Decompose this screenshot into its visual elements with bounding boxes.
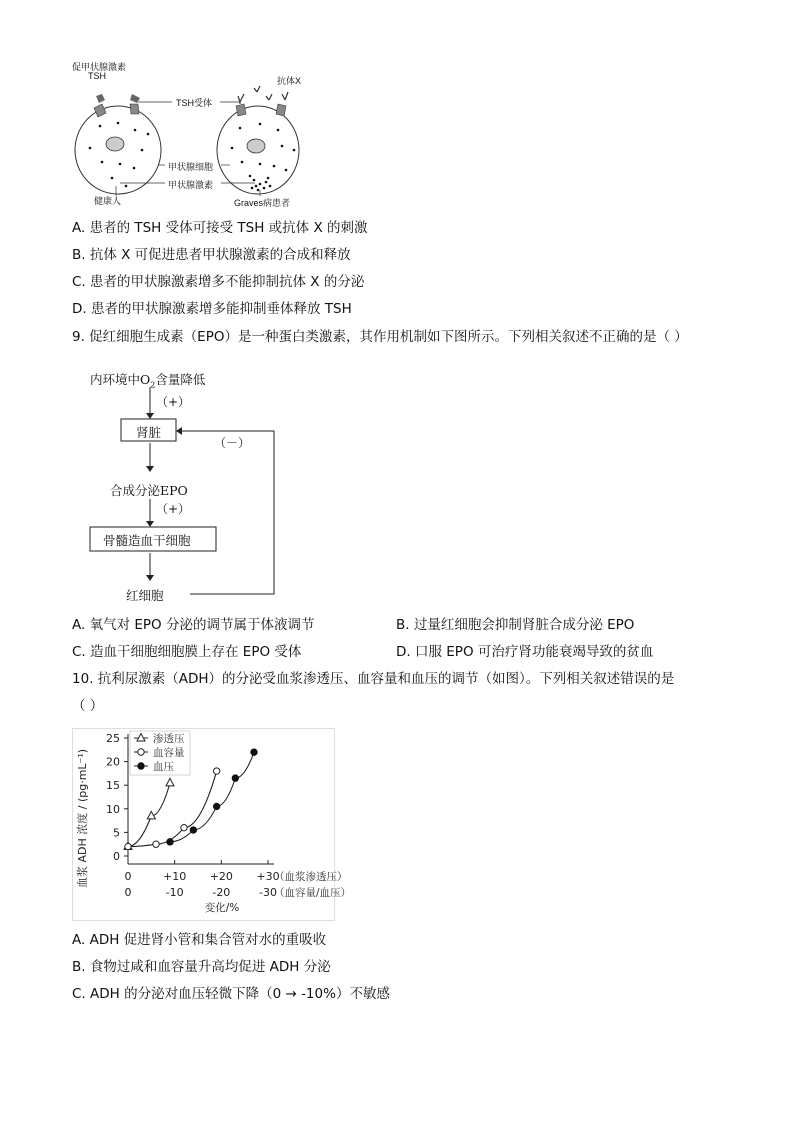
data-point-filled-circle xyxy=(213,803,219,809)
x-tick-label-top: 0 xyxy=(124,870,132,883)
x-tick-label-top: +30 xyxy=(256,870,280,883)
data-point-triangle xyxy=(166,778,174,786)
legend-label: 血压 xyxy=(153,761,174,773)
data-point-open-circle xyxy=(213,768,219,774)
data-point-filled-circle xyxy=(232,775,238,781)
q9-option-c: C. 造血干细胞细胞膜上存在 EPO 受体 xyxy=(72,644,302,660)
q9-option-b: B. 过量红细胞会抑制肾脏合成分泌 EPO xyxy=(396,617,635,633)
q9-option-a: A. 氧气对 EPO 分泌的调节属于体液调节 xyxy=(72,617,315,633)
x-axis-note-top: （血浆渗透压） xyxy=(274,871,348,883)
y-tick-label: 25 xyxy=(106,732,120,745)
data-point-open-circle xyxy=(153,841,159,847)
x-axis-label: 变化/% xyxy=(204,902,240,914)
label-antibody: 抗体X xyxy=(277,76,302,86)
flow-rbc: 红细胞 xyxy=(126,588,164,603)
flow-top-pre: 内环境中O xyxy=(90,372,151,387)
flow-secrete: 合成分泌EPO xyxy=(110,483,188,498)
adh-chart xyxy=(72,728,352,923)
q10-stem: 10. 抗利尿激素（ADH）的分泌受血浆渗透压、血容量和血压的调节（如图）。下列相关叙述错误的是 xyxy=(72,671,675,687)
y-tick-label: 10 xyxy=(106,802,120,816)
legend-label: 渗透压 xyxy=(153,733,185,745)
flow-top-sub: 2 xyxy=(150,380,156,390)
q8-option-a: A. 患者的 TSH 受体可接受 TSH 或抗体 X 的刺激 xyxy=(72,220,368,236)
data-point-filled-circle xyxy=(190,827,196,833)
q9-stem: 9. 促红细胞生成素（EPO）是一种蛋白类激素，其作用机制如下图所示。下列相关叙述不正确的是（ ） xyxy=(72,329,688,345)
y-tick-label: 20 xyxy=(106,755,120,769)
flow-minus: （－） xyxy=(214,436,251,450)
y-tick-label: 0 xyxy=(113,850,120,863)
data-point-filled-circle xyxy=(251,749,257,755)
data-point-open-circle xyxy=(125,843,131,849)
data-point-open-circle xyxy=(138,749,144,755)
q10-option-c: C. ADH 的分泌对血压轻微下降（0 → -10%）不敏感 xyxy=(72,986,390,1002)
q10-paren: （ ） xyxy=(72,698,104,714)
flow-plus-1: （+） xyxy=(156,395,191,409)
x-axis-note-bottom: （血容量/血压） xyxy=(274,887,352,899)
flow-plus-2: （+） xyxy=(156,502,191,516)
data-point-open-circle xyxy=(181,824,187,830)
data-point-filled-circle xyxy=(167,839,173,845)
y-tick-label: 15 xyxy=(106,779,120,793)
q9-option-d: D. 口服 EPO 可治疗肾功能衰竭导致的贫血 xyxy=(396,644,654,660)
x-tick-label-top: +10 xyxy=(163,870,187,883)
flow-top-text xyxy=(90,370,205,390)
data-point-filled-circle xyxy=(138,763,144,769)
label-tsh-cn: 促甲状腺激素 xyxy=(72,62,127,72)
tsh-receptor-shape xyxy=(94,104,106,117)
x-tick-label-top: +20 xyxy=(209,870,233,883)
legend-label: 血容量 xyxy=(153,747,185,759)
x-tick-label-bottom: -30 xyxy=(259,886,277,899)
patient-nucleus xyxy=(247,139,265,153)
label-tsh-receptor: TSH受体 xyxy=(176,98,213,108)
label-graves: Graves病患者 xyxy=(234,198,291,208)
q8-option-d: D. 患者的甲状腺激素增多能抑制垂体释放 TSH xyxy=(72,301,352,317)
x-tick-label-bottom: 0 xyxy=(124,886,132,899)
q8-option-c: C. 患者的甲状腺激素增多不能抑制抗体 X 的分泌 xyxy=(72,274,365,290)
q10-option-a: A. ADH 促进肾小管和集合管对水的重吸收 xyxy=(72,932,327,948)
flow-kidney: 肾脏 xyxy=(136,425,162,440)
y-tick-label: 5 xyxy=(113,826,120,840)
label-thyroid-hormone: 甲状腺激素 xyxy=(168,180,214,190)
tsh-molecule-shape xyxy=(96,94,105,103)
chart-ylabel: 血浆 ADH 浓度 / (pg·mL⁻¹) xyxy=(76,748,89,888)
flow-top-post: 含量降低 xyxy=(155,372,206,387)
q10-option-b: B. 食物过咸和血容量升高均促进 ADH 分泌 xyxy=(72,959,331,975)
x-tick-label-bottom: -20 xyxy=(212,886,231,899)
tsh-receptor-shape xyxy=(276,104,286,116)
tsh-receptor-shape xyxy=(130,104,139,114)
data-point-triangle xyxy=(137,734,145,742)
label-thyroid-cell: 甲状腺细胞 xyxy=(168,162,214,172)
healthy-nucleus xyxy=(106,137,124,151)
label-healthy: 健康人 xyxy=(94,196,122,206)
tsh-receptor-shape xyxy=(236,104,246,116)
x-tick-label-bottom: -10 xyxy=(165,886,184,899)
q8-option-b: B. 抗体 X 可促进患者甲状腺激素的合成和释放 xyxy=(72,247,351,263)
flow-stem-cell: 骨髓造血干细胞 xyxy=(103,533,191,548)
label-tsh: TSH xyxy=(88,71,106,81)
